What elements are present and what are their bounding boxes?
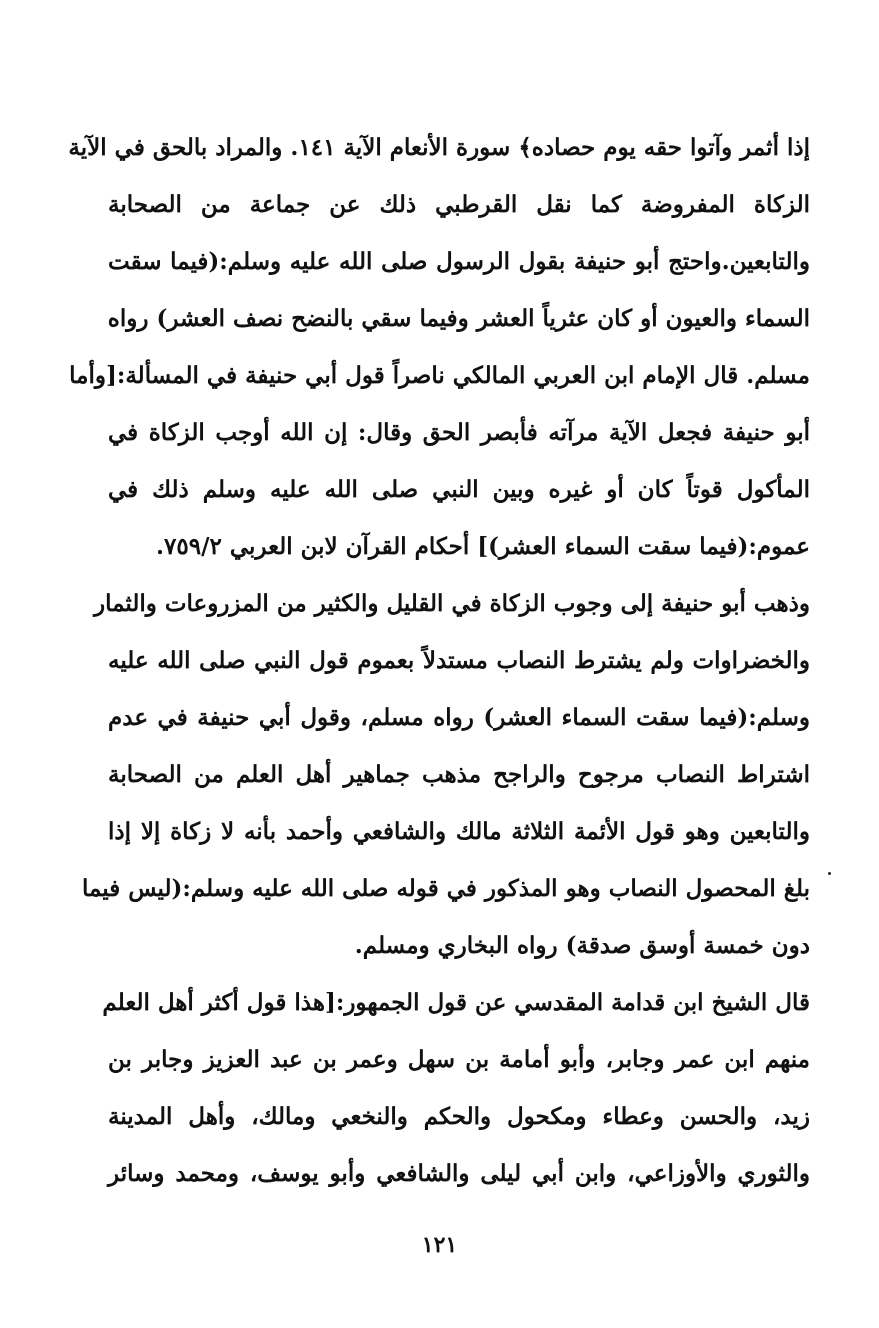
- text-line-11: وسلم:(فيما سقت السماء العشر) رواه مسلم، وقول أبي حنيفة في عدم: [108, 704, 810, 731]
- page-number: ١٢١: [421, 1232, 458, 1258]
- text-line-10: والخضراوات ولم يشترط النصاب مستدلاً بعموم قول النبي صلى الله عليه: [108, 647, 810, 674]
- text-line-9: وذهب أبو حنيفة إلى وجوب الزكاة في القليل والكثير من المزروعات والثمار: [93, 590, 810, 617]
- text-line-8: عموم:(فيما سقت السماء العشر)] أحكام القرآن لابن العربي ٧٥٩/٢.: [156, 533, 810, 560]
- text-line-3: والتابعين.واحتج أبو حنيفة بقول الرسول صلى الله عليه وسلم:(فيما سقت: [108, 248, 810, 275]
- text-line-1: إذا أثمر وآتوا حقه يوم حصاده﴾ سورة الأنعام الآية ١٤١. والمراد بالحق في الآية: [68, 134, 810, 161]
- text-line-6: أبو حنيفة فجعل الآية مرآته فأبصر الحق وقال: إن الله أوجب الزكاة في: [108, 419, 810, 446]
- text-line-16: قال الشيخ ابن قدامة المقدسي عن قول الجمهور:[هذا قول أكثر أهل العلم: [102, 989, 810, 1016]
- text-line-15: دون خمسة أوسق صدقة) رواه البخاري ومسلم.: [354, 932, 810, 959]
- text-line-12: اشتراط النصاب مرجوح والراجح مذهب جماهير أهل العلم من الصحابة: [108, 761, 810, 788]
- page-body: [68, 120, 810, 1200]
- text-line-13: والتابعين وهو قول الأئمة الثلاثة مالك والشافعي وأحمد بأنه لا زكاة إلا إذا: [108, 818, 810, 845]
- text-line-7: المأكول قوتاً كان أو غيره وبين النبي صلى الله عليه وسلم ذلك في: [108, 476, 810, 503]
- text-line-5: مسلم. قال الإمام ابن العربي المالكي ناصراً قول أبي حنيفة في المسألة:[وأما: [69, 362, 810, 389]
- text-line-18: زيد، والحسن وعطاء ومكحول والحكم والنخعي ومالك، وأهل المدينة: [108, 1103, 810, 1130]
- text-line-19: والثوري والأوزاعي، وابن أبي ليلى والشافعي وأبو يوسف، ومحمد وسائر: [108, 1160, 810, 1187]
- stray-dot: [828, 872, 831, 875]
- text-line-14: بلغ المحصول النصاب وهو المذكور في قوله صلى الله عليه وسلم:(ليس فيما: [81, 875, 810, 902]
- text-line-17: منهم ابن عمر وجابر، وأبو أمامة بن سهل وعمر بن عبد العزيز وجابر بن: [108, 1046, 810, 1073]
- text-line-2: الزكاة المفروضة كما نقل القرطبي ذلك عن جماعة من الصحابة: [108, 191, 810, 218]
- text-line-4: السماء والعيون أو كان عثرياً العشر وفيما سقي بالنضح نصف العشر) رواه: [107, 305, 810, 332]
